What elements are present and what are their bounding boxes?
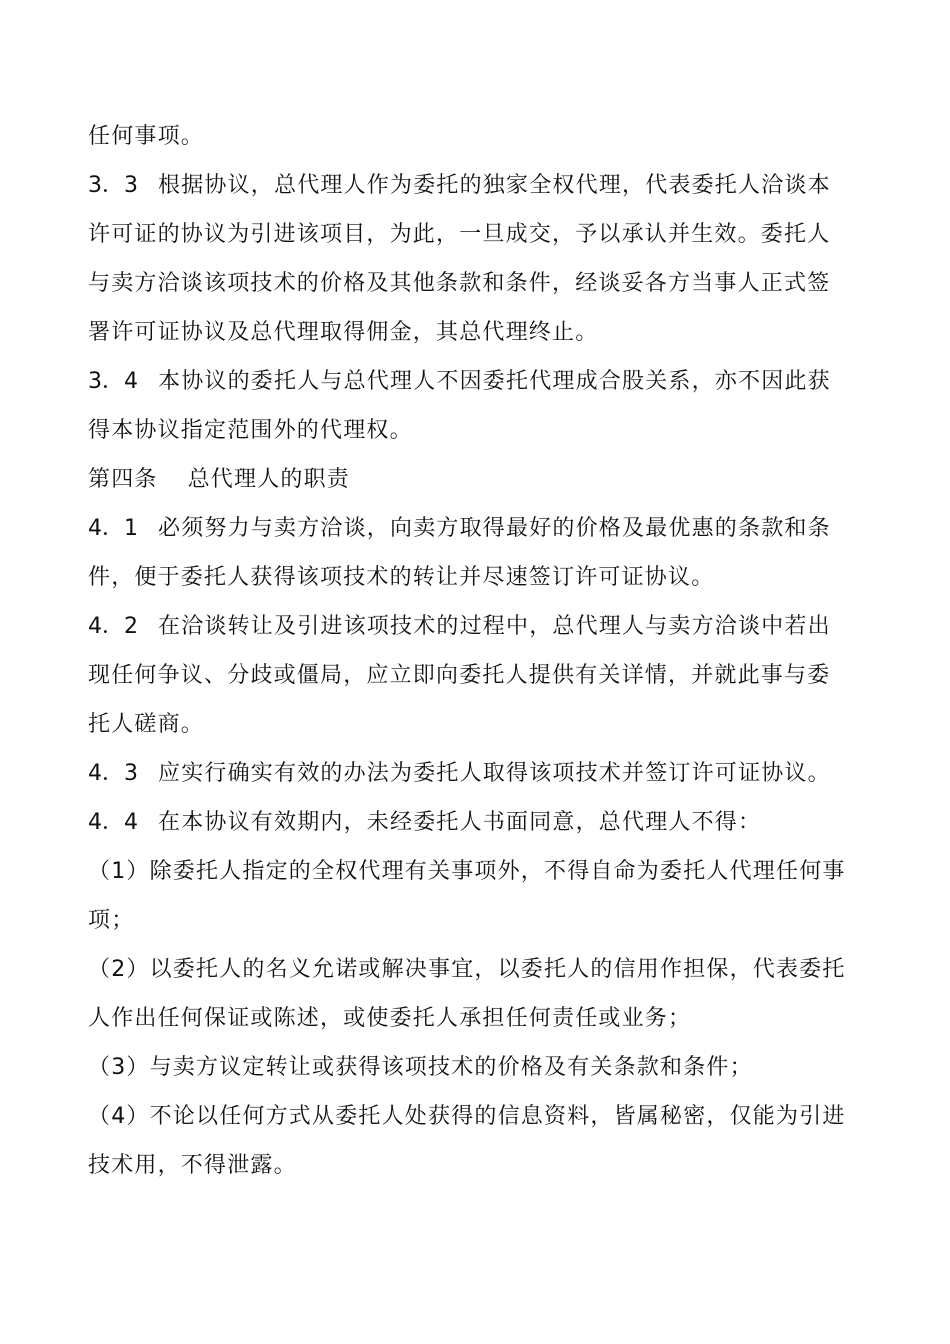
text-line <box>88 161 868 210</box>
text-line: 托人磋商。 <box>88 712 205 737</box>
text-line: 与卖方洽谈该项技术的价格及其他条款和条件，经谈妥各方当事人正式签 <box>88 271 831 296</box>
section-title-line <box>88 455 868 504</box>
section-title: 总代理人的职责 <box>187 467 351 492</box>
text-line: 技术用，不得泄露。 <box>88 1153 297 1178</box>
text-line <box>88 798 868 847</box>
clause-4-3 <box>88 749 868 798</box>
clause-3-3 <box>88 161 868 357</box>
text-span: 应实行确实有效的办法为委托人取得该项技术并签订许可证协议。 <box>158 761 831 786</box>
section-heading <box>88 455 868 504</box>
clause-number: 4．2 <box>88 614 138 639</box>
document-body <box>88 112 868 1190</box>
list-item-4 <box>88 1092 868 1190</box>
text-line: （4）不论以任何方式从委托人处获得的信息资料，皆属秘密，仅能为引进 <box>88 1104 846 1129</box>
clause-number: 4．1 <box>88 516 138 541</box>
text-line <box>88 602 868 651</box>
text-span: 在本协议有效期内，未经委托人书面同意，总代理人不得： <box>158 810 762 835</box>
text-span: 必须努力与卖方洽谈，向卖方取得最好的价格及最优惠的条款和条 <box>158 516 831 541</box>
text-line: 任何事项。 <box>88 124 205 149</box>
clause-number: 3．3 <box>88 173 138 198</box>
text-line: （1）除委托人指定的全权代理有关事项外，不得自命为委托人代理任何事 <box>88 859 846 884</box>
clause-number: 4．4 <box>88 810 138 835</box>
section-number: 第四条 <box>88 467 158 492</box>
paragraph-continuation <box>88 112 868 161</box>
text-line <box>88 749 868 798</box>
text-line: 人作出任何保证或陈述，或使委托人承担任何责任或业务； <box>88 1006 692 1031</box>
clause-number: 3．4 <box>88 369 138 394</box>
clause-4-2 <box>88 602 868 749</box>
list-item-2 <box>88 945 868 1043</box>
text-line: （2）以委托人的名义允诺或解决事宜，以委托人的信用作担保，代表委托 <box>88 957 846 982</box>
text-span: 根据协议，总代理人作为委托的独家全权代理，代表委托人洽谈本 <box>158 173 831 198</box>
text-span: 在洽谈转让及引进该项技术的过程中，总代理人与卖方洽谈中若出 <box>158 614 831 639</box>
text-span: 本协议的委托人与总代理人不因委托代理成合股关系，亦不因此获 <box>158 369 831 394</box>
text-line: 署许可证协议及总代理取得佣金，其总代理终止。 <box>88 320 599 345</box>
list-item-1 <box>88 847 868 945</box>
text-line: 得本协议指定范围外的代理权。 <box>88 418 413 443</box>
list-item-3 <box>88 1043 868 1092</box>
text-line <box>88 357 868 406</box>
clause-4-1 <box>88 504 868 602</box>
text-line: 项； <box>88 908 135 933</box>
clause-4-4 <box>88 798 868 847</box>
text-line: （3）与卖方议定转让或获得该项技术的价格及有关条款和条件； <box>88 1055 753 1080</box>
text-line: 现任何争议、分歧或僵局，应立即向委托人提供有关详情，并就此事与委 <box>88 663 831 688</box>
clause-3-4 <box>88 357 868 455</box>
text-line <box>88 504 868 553</box>
text-line: 件，便于委托人获得该项技术的转让并尽速签订许可证协议。 <box>88 565 715 590</box>
clause-number: 4．3 <box>88 761 138 786</box>
text-line: 许可证的协议为引进该项目，为此，一旦成交，予以承认并生效。委托人 <box>88 222 831 247</box>
